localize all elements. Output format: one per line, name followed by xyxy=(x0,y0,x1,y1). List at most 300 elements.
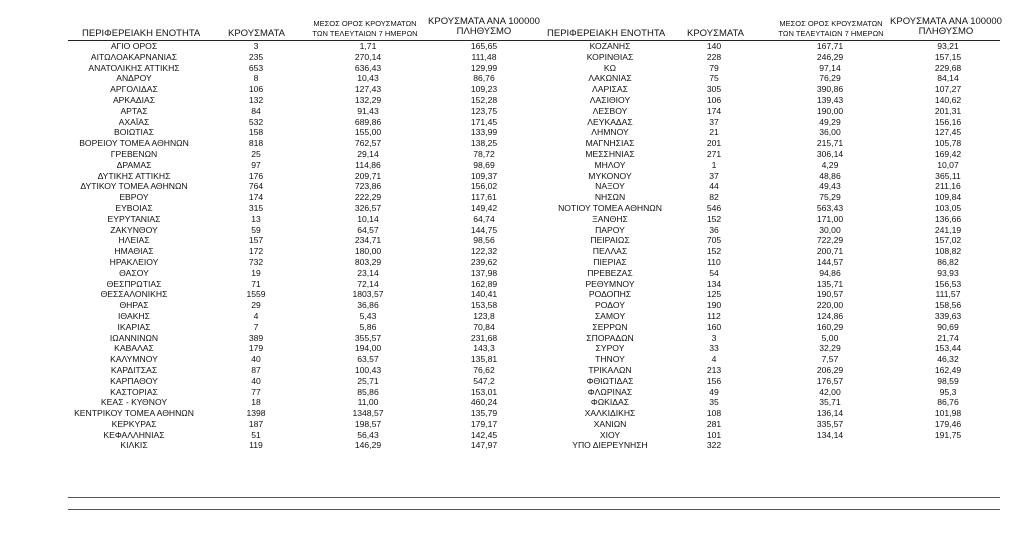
cell-region: ΜΗΛΟΥ xyxy=(594,159,626,170)
cell-region: ΣΠΟΡΑΔΩΝ xyxy=(586,332,634,343)
cell-per100k: 153,44 xyxy=(934,343,962,354)
cell-region: ΔΥΤΙΚΗΣ ΑΤΤΙΚΗΣ xyxy=(97,170,171,181)
cell-per100k: 95,3 xyxy=(939,386,957,397)
cell-avg7: 135,71 xyxy=(816,278,844,289)
cell-per100k: 127,45 xyxy=(934,127,962,138)
cell-region: ΠΕΛΛΑΣ xyxy=(592,246,628,257)
cell-per100k: 70,84 xyxy=(473,321,495,332)
cell-region: ΝΟΤΙΟΥ ΤΟΜΕΑ ΑΘΗΝΩΝ xyxy=(558,202,662,213)
cell-per100k: 109,37 xyxy=(470,170,498,181)
cell-region: ΡΟΔΟΠΗΣ xyxy=(588,289,632,300)
cell-per100k: 229,68 xyxy=(934,62,962,73)
cell-region: ΑΓΙΟ ΟΡΟΣ xyxy=(110,41,158,51)
cell-per100k: 98,69 xyxy=(473,159,495,170)
cell-cases: 101 xyxy=(706,429,722,440)
cell-per100k: 111,57 xyxy=(935,289,961,300)
cell-region: ΙΚΑΡΙΑΣ xyxy=(117,321,151,332)
cell-avg7: 139,43 xyxy=(816,94,844,105)
cell-avg7: 246,29 xyxy=(816,51,844,62)
cell-per100k: 105,78 xyxy=(934,138,962,149)
cell-cases: 25 xyxy=(251,148,261,159)
cell-region: ΠΡΕΒΕΖΑΣ xyxy=(587,267,633,278)
cell-cases: 37 xyxy=(709,116,719,127)
cell-avg7: 723,86 xyxy=(354,181,382,192)
cell-region: ΣΑΜΟΥ xyxy=(594,310,626,321)
cell-avg7: 91,43 xyxy=(357,105,379,116)
cell-region: ΕΥΒΟΙΑΣ xyxy=(115,202,153,213)
cell-cases: 201 xyxy=(706,138,722,149)
cell-per100k: 135,79 xyxy=(470,408,498,419)
cell-cases: 271 xyxy=(706,148,722,159)
cell-cases: 158 xyxy=(248,127,264,138)
cell-avg7: 689,86 xyxy=(354,116,382,127)
cell-region: ΑΝΑΤΟΛΙΚΗΣ ΑΤΤΙΚΗΣ xyxy=(88,62,180,73)
cell-per100k: 93,93 xyxy=(937,267,959,278)
cell-avg7: 49,29 xyxy=(819,116,841,127)
cell-per100k: 140,62 xyxy=(934,94,962,105)
cell-region: ΚΑΡΠΑΘΟΥ xyxy=(110,375,158,386)
cell-cases: 84 xyxy=(251,105,261,116)
cell-region: ΚΕΑΣ - ΚΥΘΝΟΥ xyxy=(100,397,168,408)
cell-avg7: 114,86 xyxy=(355,159,381,170)
cell-region: ΒΟΡΕΙΟΥ ΤΟΜΕΑ ΑΘΗΝΩΝ xyxy=(79,138,189,149)
cell-per100k: 86,76 xyxy=(937,397,959,408)
cell-per100k: 201,31 xyxy=(934,105,962,116)
cell-region: ΚΟΖΑΝΗΣ xyxy=(589,41,631,51)
cell-per100k: 149,42 xyxy=(470,202,498,213)
cell-region: ΗΛΕΙΑΣ xyxy=(118,235,150,246)
cell-region: ΡΕΘΥΜΝΟΥ xyxy=(585,278,635,289)
cell-cases: 160 xyxy=(706,321,722,332)
cell-cases: 18 xyxy=(251,397,261,408)
cell-cases: 305 xyxy=(706,84,722,95)
cell-region: ΣΕΡΡΩΝ xyxy=(592,321,628,332)
header-avg7-right-line2: ΤΩΝ ΤΕΛΕΥΤΑΙΩΝ 7 ΗΜΕΡΩΝ xyxy=(778,29,884,38)
cell-per100k: 241,19 xyxy=(934,224,962,235)
cell-per100k: 171,45 xyxy=(470,116,498,127)
cell-region: ΚΕΡΚΥΡΑΣ xyxy=(111,418,157,429)
cell-avg7: 222,29 xyxy=(354,192,382,203)
cell-per100k: 143,3 xyxy=(473,343,495,354)
cell-region: ΛΕΥΚΑΔΑΣ xyxy=(587,116,633,127)
cell-avg7: 56,43 xyxy=(357,429,379,440)
cell-cases: 112 xyxy=(707,310,721,321)
cell-cases: 315 xyxy=(248,202,264,213)
cell-region: ΖΑΚΥΝΘΟΥ xyxy=(110,224,158,235)
cell-per100k: 179,46 xyxy=(934,418,962,429)
cell-per100k: 153,01 xyxy=(470,386,498,397)
cell-region: ΗΡΑΚΛΕΙΟΥ xyxy=(109,256,159,267)
cell-per100k: 76,62 xyxy=(473,364,495,375)
cell-per100k: 153,58 xyxy=(470,300,498,311)
cell-region: ΜΕΣΣΗΝΙΑΣ xyxy=(585,148,635,159)
cell-per100k: 231,68 xyxy=(470,332,498,343)
cell-avg7: 636,43 xyxy=(354,62,382,73)
cell-cases: 106 xyxy=(706,94,722,105)
cell-avg7: 160,29 xyxy=(816,321,844,332)
cell-per100k: 84,14 xyxy=(937,73,959,84)
cell-cases: 7 xyxy=(253,321,259,332)
cell-avg7: 803,29 xyxy=(354,256,382,267)
cell-per100k: 98,56 xyxy=(473,235,495,246)
cell-per100k: 98,59 xyxy=(937,375,959,386)
cell-avg7: 64,57 xyxy=(357,224,379,235)
cell-per100k: 78,72 xyxy=(473,148,495,159)
cell-region: ΑΙΤΩΛΟΑΚΑΡΝΑΝΙΑΣ xyxy=(90,51,178,62)
cell-region: ΕΥΡΥΤΑΝΙΑΣ xyxy=(107,213,161,224)
cell-per100k: 339,63 xyxy=(934,310,962,321)
cell-per100k: 179,17 xyxy=(470,418,498,429)
cell-per100k: 158,56 xyxy=(934,300,962,311)
cell-avg7: 4,29 xyxy=(821,159,839,170)
cell-region: ΚΑΡΔΙΤΣΑΣ xyxy=(110,364,158,375)
cell-region: ΛΑΚΩΝΙΑΣ xyxy=(588,73,632,84)
cell-cases: 125 xyxy=(706,289,722,300)
cell-cases: 174 xyxy=(248,192,264,203)
cell-cases: 190 xyxy=(706,300,722,311)
cell-per100k: 123,8 xyxy=(473,310,495,321)
cell-per100k: 103,05 xyxy=(934,202,962,213)
cell-cases: 19 xyxy=(251,267,261,278)
cell-cases: 82 xyxy=(709,192,719,203)
cell-region: ΛΕΣΒΟΥ xyxy=(592,105,628,116)
cell-per100k: 93,21 xyxy=(937,41,959,51)
cell-avg7: 97,14 xyxy=(819,62,841,73)
header-avg7-right xyxy=(766,19,896,39)
cell-per100k: 365,11 xyxy=(935,170,961,181)
cell-cases: 36 xyxy=(709,224,719,235)
cell-avg7: 75,29 xyxy=(819,192,841,203)
cell-per100k: 101,98 xyxy=(934,408,962,419)
cell-region: ΦΛΩΡΙΝΑΣ xyxy=(587,386,633,397)
header-per100k-left-line1: ΚΡΟΥΣΜΑΤΑ ΑΝΑ 100000 xyxy=(428,16,540,27)
cell-avg7: 176,57 xyxy=(816,375,844,386)
cell-per100k: 152,28 xyxy=(470,94,498,105)
cell-avg7: 5,86 xyxy=(359,321,377,332)
cell-avg7: 29,14 xyxy=(357,148,379,159)
cell-cases: 21 xyxy=(709,127,719,138)
cell-region: ΣΥΡΟΥ xyxy=(595,343,625,354)
cell-avg7: 10,14 xyxy=(357,213,379,224)
cell-cases: 172 xyxy=(248,246,264,257)
cell-per100k: 460,24 xyxy=(470,397,498,408)
cell-per100k: 142,45 xyxy=(470,429,498,440)
cell-avg7: 355,57 xyxy=(354,332,382,343)
cell-per100k: 46,32 xyxy=(937,354,959,365)
header-per100k-right xyxy=(888,17,1004,37)
cell-cases: 187 xyxy=(248,418,264,429)
cell-region: ΑΝΔΡΟΥ xyxy=(116,73,152,84)
cell-cases: 322 xyxy=(706,440,722,451)
cell-region: ΛΑΡΙΣΑΣ xyxy=(592,84,628,95)
cell-region: ΒΟΙΩΤΙΑΣ xyxy=(114,127,154,138)
cell-cases: 213 xyxy=(706,364,722,375)
cell-region: ΝΗΣΩΝ xyxy=(594,192,626,203)
cell-per100k: 109,23 xyxy=(470,84,498,95)
cell-avg7: 326,57 xyxy=(354,202,382,213)
cell-per100k: 239,62 xyxy=(470,256,498,267)
cell-cases: 389 xyxy=(248,332,264,343)
cell-avg7: 390,86 xyxy=(816,84,844,95)
cell-per100k: 156,16 xyxy=(934,116,962,127)
header-region-left: ΠΕΡΙΦΕΡΕΙΑΚΗ ΕΝΟΤΗΤΑ xyxy=(82,28,201,39)
cell-per100k: 107,27 xyxy=(934,84,962,95)
cell-cases: 546 xyxy=(706,202,722,213)
cell-region: ΚΑΛΥΜΝΟΥ xyxy=(110,354,158,365)
cell-avg7: 132,29 xyxy=(354,94,382,105)
cell-cases: 1559 xyxy=(246,289,266,300)
cell-cases: 4 xyxy=(253,310,259,321)
cell-cases: 157 xyxy=(248,235,264,246)
cell-cases: 75 xyxy=(709,73,719,84)
cell-region: ΗΜΑΘΙΑΣ xyxy=(114,246,154,257)
cell-avg7: 1803,57 xyxy=(352,289,384,300)
cell-avg7: 11,00 xyxy=(357,397,379,408)
cell-per100k: 90,69 xyxy=(937,321,959,332)
header-cases-right: ΚΡΟΥΣΜΑΤΑ xyxy=(687,28,744,39)
cell-cases: 54 xyxy=(709,267,719,278)
cell-cases: 818 xyxy=(248,138,264,149)
cell-cases: 3 xyxy=(253,41,259,51)
cell-region: ΓΡΕΒΕΝΩΝ xyxy=(110,148,158,159)
cell-region: ΘΗΡΑΣ xyxy=(119,300,149,311)
cell-cases: 79 xyxy=(709,62,719,73)
cell-region: ΙΩΑΝΝΙΝΩΝ xyxy=(109,332,159,343)
cell-cases: 764 xyxy=(248,181,264,192)
cell-cases: 152 xyxy=(706,246,722,257)
cell-per100k: 136,66 xyxy=(934,213,962,224)
cell-avg7: 134,14 xyxy=(816,429,844,440)
cell-cases: 156 xyxy=(706,375,722,386)
cell-cases: 106 xyxy=(248,84,264,95)
cell-avg7: 563,43 xyxy=(816,202,844,213)
cell-region: ΑΧΑΪΑΣ xyxy=(118,116,150,127)
cell-region: ΛΗΜΝΟΥ xyxy=(591,127,629,138)
cell-region: ΤΡΙΚΑΛΩΝ xyxy=(588,364,632,375)
cell-cases: 4 xyxy=(711,354,717,365)
cell-avg7: 48,86 xyxy=(819,170,841,181)
cell-cases: 179 xyxy=(248,343,264,354)
header-avg7-left xyxy=(300,19,430,39)
cell-cases: 228 xyxy=(706,51,722,62)
cell-avg7: 32,29 xyxy=(819,343,841,354)
cell-avg7: 36,00 xyxy=(819,127,841,138)
cell-per100k: 111,48 xyxy=(471,51,497,62)
header-per100k-left xyxy=(426,17,542,37)
cell-region: ΕΒΡΟΥ xyxy=(119,192,149,203)
cell-avg7: 76,29 xyxy=(819,73,841,84)
cell-per100k: 211,16 xyxy=(935,181,961,192)
cell-per100k: 129,99 xyxy=(470,62,498,73)
cell-per100k: 123,75 xyxy=(470,105,498,116)
cell-per100k: 165,65 xyxy=(470,41,498,51)
cell-avg7: 270,14 xyxy=(354,51,382,62)
cell-avg7: 220,00 xyxy=(816,300,844,311)
cell-cases: 176 xyxy=(248,170,264,181)
header-avg7-left-line1: ΜΕΣΟΣ ΟΡΟΣ ΚΡΟΥΣΜΑΤΩΝ xyxy=(313,19,417,28)
cell-avg7: 5,00 xyxy=(821,332,839,343)
cell-per100k: 108,82 xyxy=(934,246,962,257)
cell-cases: 51 xyxy=(251,429,261,440)
cell-avg7: 36,86 xyxy=(357,300,379,311)
cell-avg7: 1348,57 xyxy=(352,408,384,419)
cell-per100k: 156,02 xyxy=(470,181,498,192)
cell-region: ΠΕΙΡΑΙΩΣ xyxy=(590,235,630,246)
cell-per100k: 157,02 xyxy=(934,235,962,246)
cell-region: ΠΙΕΡΙΑΣ xyxy=(593,256,627,267)
cell-cases: 59 xyxy=(251,224,261,235)
cell-cases: 87 xyxy=(251,364,261,375)
cell-per100k: 109,84 xyxy=(934,192,962,203)
cell-cases: 174 xyxy=(706,105,722,116)
cell-per100k: 117,61 xyxy=(471,192,497,203)
cell-avg7: 124,86 xyxy=(816,310,844,321)
cell-avg7: 136,14 xyxy=(816,408,844,419)
cell-avg7: 155,00 xyxy=(354,127,382,138)
cell-cases: 108 xyxy=(706,408,722,419)
cell-cases: 152 xyxy=(706,213,722,224)
cell-cases: 1398 xyxy=(246,408,266,419)
cell-cases: 1 xyxy=(711,159,717,170)
cell-region: ΧΑΝΙΩΝ xyxy=(593,418,627,429)
cell-per100k: 86,76 xyxy=(473,73,495,84)
cell-region: ΞΑΝΘΗΣ xyxy=(592,213,628,224)
cell-region: ΚΑΣΤΟΡΙΑΣ xyxy=(110,386,158,397)
header-avg7-left-line2: ΤΩΝ ΤΕΛΕΥΤΑΙΩΝ 7 ΗΜΕΡΩΝ xyxy=(312,29,418,38)
cell-avg7: 215,71 xyxy=(816,138,844,149)
cell-per100k: 144,75 xyxy=(470,224,498,235)
cell-per100k: 162,49 xyxy=(934,364,962,375)
cell-avg7: 194,00 xyxy=(354,343,382,354)
cell-per100k: 157,15 xyxy=(934,51,962,62)
cell-cases: 29 xyxy=(251,300,261,311)
cell-region: ΠΑΡΟΥ xyxy=(595,224,625,235)
cell-avg7: 10,43 xyxy=(357,73,379,84)
cell-region: ΚΕΝΤΡΙΚΟΥ ΤΟΜΕΑ ΑΘΗΝΩΝ xyxy=(74,408,194,419)
cell-cases: 653 xyxy=(248,62,264,73)
cell-region: ΑΡΚΑΔΙΑΣ xyxy=(112,94,156,105)
cell-avg7: 200,71 xyxy=(816,246,844,257)
cell-region: ΥΠΟ ΔΙΕΡΕΥΝΗΣΗ xyxy=(572,440,648,451)
cell-avg7: 306,14 xyxy=(816,148,844,159)
cell-region: ΚΑΒΑΛΑΣ xyxy=(114,343,154,354)
cell-cases: 49 xyxy=(709,386,719,397)
cell-cases: 35 xyxy=(709,397,719,408)
cell-cases: 140 xyxy=(706,41,722,51)
cell-avg7: 5,43 xyxy=(359,310,377,321)
cell-cases: 3 xyxy=(711,332,717,343)
cell-cases: 77 xyxy=(251,386,261,397)
cell-region: ΚΩ xyxy=(603,62,617,73)
cell-per100k: 138,25 xyxy=(470,138,498,149)
cell-region: ΙΘΑΚΗΣ xyxy=(118,310,150,321)
cell-avg7: 722,29 xyxy=(816,235,844,246)
cell-per100k: 135,81 xyxy=(470,354,498,365)
cell-region: ΡΟΔΟΥ xyxy=(595,300,625,311)
cell-cases: 40 xyxy=(251,375,261,386)
cell-avg7: 1,71 xyxy=(359,41,377,51)
cell-region: ΜΥΚΟΝΟΥ xyxy=(588,170,632,181)
cell-avg7: 35,71 xyxy=(819,397,841,408)
cell-cases: 281 xyxy=(706,418,722,429)
header-per100k-left-line2: ΠΛΗΘΥΣΜΟ xyxy=(456,26,512,37)
cell-per100k: 137,98 xyxy=(470,267,498,278)
cell-avg7: 42,00 xyxy=(819,386,841,397)
cell-avg7: 85,86 xyxy=(357,386,379,397)
cell-avg7: 63,57 xyxy=(357,354,379,365)
cell-avg7: 190,00 xyxy=(816,105,844,116)
cell-per100k: 169,42 xyxy=(934,148,962,159)
cell-region: ΦΘΙΩΤΙΔΑΣ xyxy=(586,375,634,386)
cell-avg7: 146,29 xyxy=(354,440,382,451)
cell-avg7: 198,57 xyxy=(354,418,382,429)
cell-avg7: 7,57 xyxy=(821,354,839,365)
cell-cases: 134 xyxy=(706,278,722,289)
cell-region: ΚΟΡΙΝΘΙΑΣ xyxy=(586,51,634,62)
cell-per100k: 156,53 xyxy=(934,278,962,289)
cell-region: ΑΡΤΑΣ xyxy=(120,105,148,116)
cell-avg7: 171,00 xyxy=(816,213,844,224)
cell-region: ΚΕΦΑΛΛΗΝΙΑΣ xyxy=(103,429,165,440)
cell-region: ΛΑΣΙΘΙΟΥ xyxy=(589,94,631,105)
cell-avg7: 23,14 xyxy=(357,267,379,278)
cell-region: ΧΑΛΚΙΔΙΚΗΣ xyxy=(584,408,636,419)
cell-avg7: 234,71 xyxy=(354,235,382,246)
cell-cases: 37 xyxy=(709,170,719,181)
cell-region: ΘΕΣΣΑΛΟΝΙΚΗΣ xyxy=(100,289,168,300)
header-region-right: ΠΕΡΙΦΕΡΕΙΑΚΗ ΕΝΟΤΗΤΑ xyxy=(547,28,666,39)
cell-per100k: 140,41 xyxy=(470,289,498,300)
cell-avg7: 144,57 xyxy=(816,256,844,267)
cell-region: ΔΡΑΜΑΣ xyxy=(116,159,152,170)
header-cases-left: ΚΡΟΥΣΜΑΤΑ xyxy=(228,28,285,39)
cell-avg7: 72,14 xyxy=(357,278,379,289)
cell-per100k: 64,74 xyxy=(473,213,495,224)
header-avg7-right-line1: ΜΕΣΟΣ ΟΡΟΣ ΚΡΟΥΣΜΑΤΩΝ xyxy=(779,19,883,28)
cell-cases: 40 xyxy=(251,354,261,365)
cell-region: ΤΗΝΟΥ xyxy=(595,354,625,365)
cell-region: ΚΙΛΚΙΣ xyxy=(120,440,148,451)
cell-cases: 44 xyxy=(709,181,719,192)
cell-cases: 71 xyxy=(251,278,261,289)
cell-avg7: 167,71 xyxy=(816,41,844,51)
cell-region: ΦΩΚΙΔΑΣ xyxy=(590,397,630,408)
cell-region: ΘΕΣΠΡΩΤΙΑΣ xyxy=(106,278,162,289)
cell-cases: 235 xyxy=(248,51,264,62)
cell-cases: 705 xyxy=(706,235,722,246)
cell-cases: 119 xyxy=(249,440,263,451)
cell-per100k: 191,75 xyxy=(934,429,962,440)
cell-per100k: 133,99 xyxy=(470,127,498,138)
cell-cases: 13 xyxy=(251,213,261,224)
cell-region: ΘΑΣΟΥ xyxy=(119,267,149,278)
cell-per100k: 122,32 xyxy=(470,246,498,257)
cell-avg7: 49,43 xyxy=(819,181,841,192)
table-bottom-rule xyxy=(68,497,1000,498)
cell-cases: 532 xyxy=(248,116,264,127)
cell-avg7: 25,71 xyxy=(357,375,379,386)
cell-per100k: 162,89 xyxy=(470,278,498,289)
cell-avg7: 180,00 xyxy=(354,246,382,257)
cell-avg7: 94,86 xyxy=(819,267,841,278)
cell-cases: 33 xyxy=(709,343,719,354)
cell-cases: 97 xyxy=(251,159,261,170)
cell-avg7: 206,29 xyxy=(816,364,844,375)
cell-region: ΧΙΟΥ xyxy=(599,429,621,440)
cell-per100k: 21,74 xyxy=(937,332,959,343)
cell-cases: 132 xyxy=(248,94,264,105)
header-per100k-right-line1: ΚΡΟΥΣΜΑΤΑ ΑΝΑ 100000 xyxy=(890,16,1002,27)
